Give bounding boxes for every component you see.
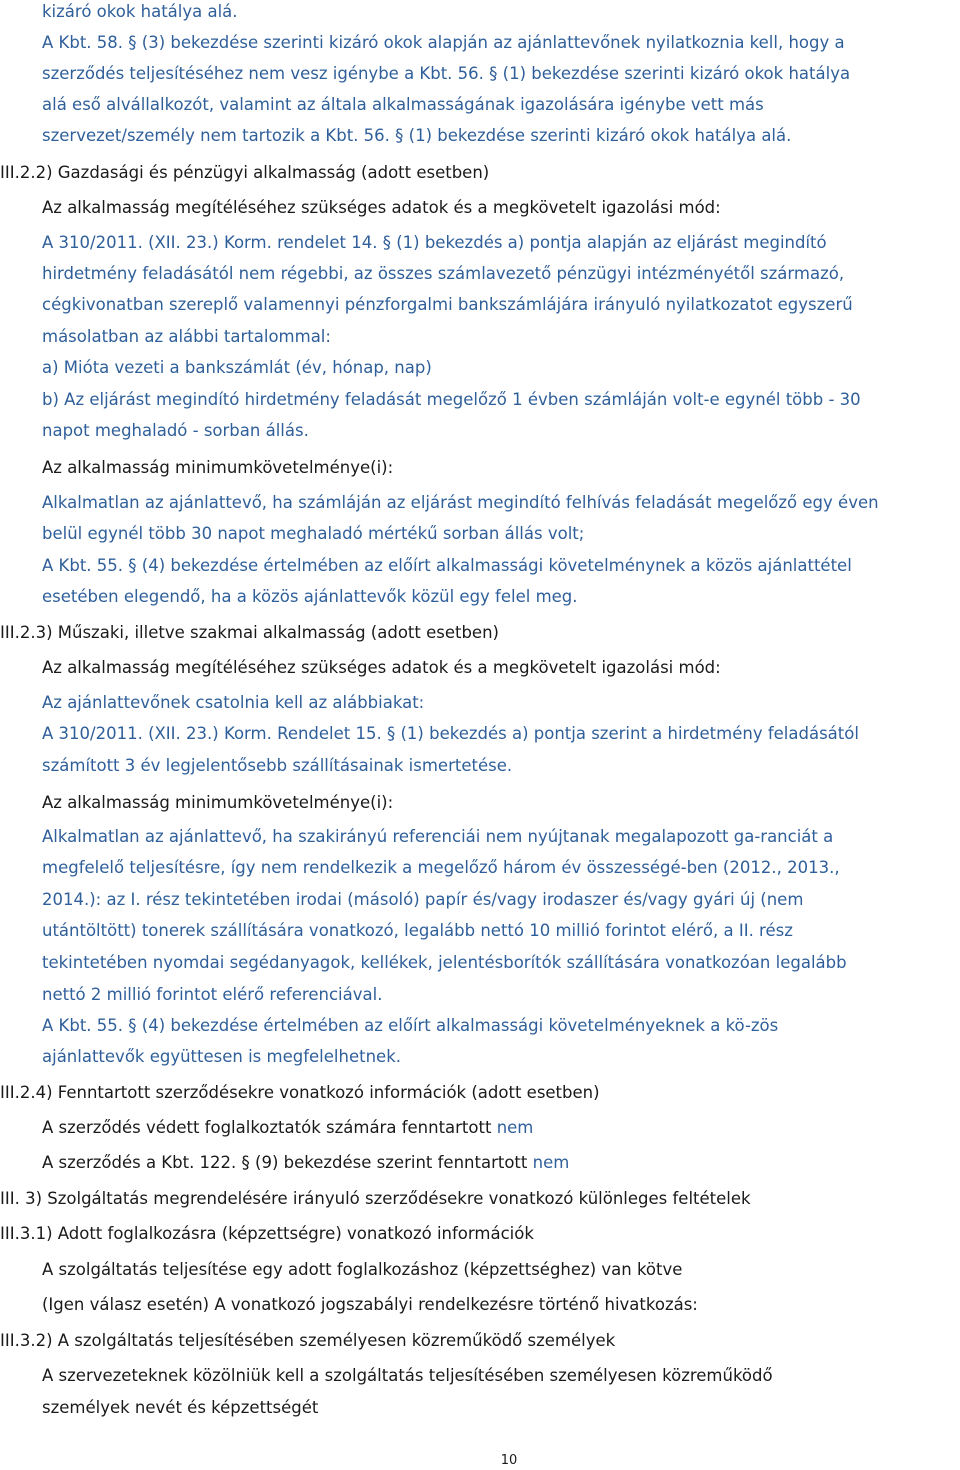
text-line: tekintetében nyomdai segédanyagok, kellékek, jelentésborítók szállítására vonatkozóan legalább — [42, 953, 847, 972]
text-line: A szervezeteknek közölniük kell a szolgáltatás teljesítésében személyesen közreműködő — [42, 1366, 773, 1385]
text-line: Az alkalmasság minimumkövetelménye(i): — [42, 458, 394, 477]
text-line: szervezet/személy nem tartozik a Kbt. 56. § (1) bekezdése szerinti kizáró okok hatálya alá. — [42, 126, 792, 145]
text-span: § (1) bekezdés a) pontja alapján az eljárást megindító — [382, 233, 827, 252]
section-heading: III.3.2) A szolgáltatás teljesítésében személyesen közreműködő személyek — [0, 1331, 616, 1350]
section-heading: III.2.4) Fenntartott szerződésekre vonatkozó információk (adott esetben) — [0, 1083, 600, 1102]
text-line: b) Az eljárást megindító hirdetmény feladását megelőző 1 évben számláján volt-e egynél több - 30 — [42, 390, 861, 409]
text-line: Alkalmatlan az ajánlattevő, ha szakirányú referenciái nem nyújtanak megalapozott ga-ranciát a — [42, 827, 834, 846]
text-line: számított 3 év legjelentősebb szállításainak ismertetése. — [42, 756, 513, 775]
text-line: A Kbt. 55. § (4) bekezdése értelmében az előírt alkalmassági követelménynek a közös ajánlattétel — [42, 556, 852, 575]
text-line: szerződés teljesítéséhez nem vesz igénybe a Kbt. 56. § (1) bekezdése szerinti kizáró okok hatálya — [42, 64, 851, 83]
text-line: Az ajánlattevőnek csatolnia kell az alábbiakat: — [42, 693, 425, 712]
section-heading: III.2.2) Gazdasági és pénzügyi alkalmasság (adott esetben) — [0, 163, 490, 182]
text-line: nettó 2 millió forintot elérő referenciával. — [42, 985, 383, 1004]
text-line: A szolgáltatás teljesítése egy adott foglalkozáshoz (képzettséghez) van kötve — [42, 1260, 683, 1279]
text-line: cégkivonatban szereplő valamennyi pénzforgalmi bankszámlájára irányuló nyilatkozatot egyszerű — [42, 295, 853, 314]
value-span: nem — [496, 1118, 534, 1137]
text-line: Az alkalmasság megítéléséhez szükséges adatok és a megkövetelt igazolási mód: — [42, 198, 721, 217]
text-line: (Igen válasz esetén) A vonatkozó jogszabályi rendelkezésre történő hivatkozás: — [42, 1295, 698, 1314]
section-heading: III. 3) Szolgáltatás megrendelésére irányuló szerződésekre vonatkozó különleges feltételek — [0, 1189, 751, 1208]
section-heading: III.3.1) Adott foglalkozásra (képzettségre) vonatkozó információk — [0, 1224, 534, 1243]
page-number: 10 — [500, 1453, 518, 1468]
text-line: megfelelő teljesítésre, így nem rendelkezik a megelőző három év összességé-ben (2012., 2013., — [42, 858, 840, 877]
text-span: A 310/2011. (XII. 23.) Korm. rendelet 14. — [42, 233, 378, 252]
text-span: A szerződés védett foglalkoztatók számára fenntartott — [42, 1118, 492, 1137]
text-line: 2014.): az I. rész tekintetében irodai (másoló) papír és/vagy irodaszer és/vagy gyári új (nem — [42, 890, 804, 909]
text-line: kizáró okok hatálya alá. — [42, 2, 238, 21]
text-line: A Kbt. 58. § (3) bekezdése szerinti kizáró okok alapján az ajánlattevőnek nyilatkoznia kell, hogy a — [42, 33, 845, 52]
text-line — [42, 232, 827, 254]
text-line: a) Mióta vezeti a bankszámlát (év, hónap, nap) — [42, 358, 432, 377]
text-line: alá eső alvállalkozót, valamint az általa alkalmasságának igazolására igénybe vett más — [42, 95, 764, 114]
text-line: napot meghaladó - sorban állás. — [42, 421, 309, 440]
text-line: belül egynél több 30 napot meghaladó mértékű sorban állás volt; — [42, 524, 585, 543]
text-line: A Kbt. 55. § (4) bekezdése értelmében az előírt alkalmassági követelményeknek a kö-zös — [42, 1016, 779, 1035]
text-line — [42, 1152, 569, 1174]
section-heading: III.2.3) Műszaki, illetve szakmai alkalmasság (adott esetben) — [0, 623, 499, 642]
text-line: másolatban az alábbi tartalommal: — [42, 327, 331, 346]
text-line: A 310/2011. (XII. 23.) Korm. Rendelet 15. § (1) bekezdés a) pontja szerint a hirdetmény feladásától — [42, 724, 859, 743]
text-line: Az alkalmasság minimumkövetelménye(i): — [42, 793, 394, 812]
text-span: A szerződés a Kbt. 122. § (9) bekezdése szerint fenntartott — [42, 1153, 528, 1172]
text-line: hirdetmény feladásától nem régebbi, az összes számlavezető pénzügyi intézményétől származó, — [42, 264, 845, 283]
text-line: személyek nevét és képzettségét — [42, 1398, 319, 1417]
text-line: Az alkalmasság megítéléséhez szükséges adatok és a megkövetelt igazolási mód: — [42, 658, 721, 677]
value-span: nem — [532, 1153, 570, 1172]
text-line: utántöltött) tonerek szállítására vonatkozó, legalább nettó 10 millió forintot elérő, a II. rész — [42, 921, 793, 940]
text-line: Alkalmatlan az ajánlattevő, ha számláján az eljárást megindító felhívás feladását megelőző egy éven — [42, 493, 879, 512]
text-line: esetében elegendő, ha a közös ajánlattevők közül egy felel meg. — [42, 587, 578, 606]
text-line — [42, 1117, 533, 1139]
text-line: ajánlattevők együttesen is megfelelhetnek. — [42, 1047, 401, 1066]
